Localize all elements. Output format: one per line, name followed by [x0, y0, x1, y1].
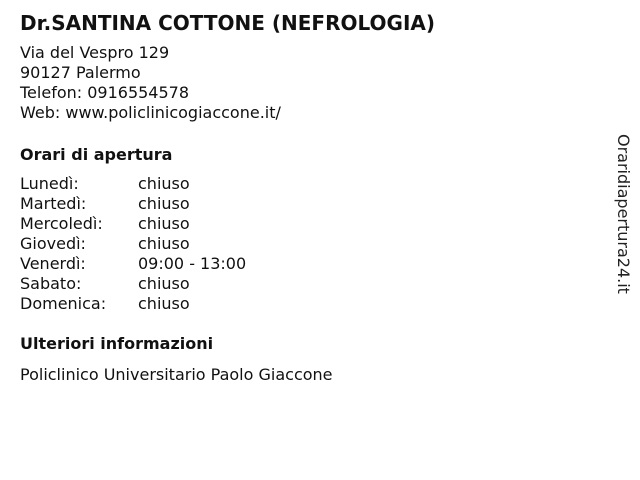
hours-value: 09:00 - 13:00 [138, 254, 247, 273]
hours-value: chiuso [138, 174, 190, 193]
day-label: Mercoledì: [20, 214, 103, 233]
website-link: Web: www.policlinicogiaccone.it/ [20, 103, 281, 122]
hours-value: chiuso [138, 234, 190, 253]
day-label: Martedì: [20, 194, 87, 213]
street-address: Via del Vespro 129 [20, 43, 170, 62]
page-title: Dr.SANTINA COTTONE (NEFROLOGIA) [20, 11, 435, 35]
day-label: Giovedì: [20, 234, 86, 253]
further-info-heading: Ulteriori informazioni [20, 334, 214, 353]
hours-value: chiuso [138, 294, 190, 313]
day-label: Sabato: [20, 274, 82, 293]
hours-value: chiuso [138, 194, 190, 213]
hours-value: chiuso [138, 274, 190, 293]
address-block [20, 43, 281, 123]
site-brand-label: Oraridiapertura24.it [614, 134, 633, 294]
phone-number: Telefon: 0916554578 [20, 83, 190, 102]
postal-city: 90127 Palermo [20, 63, 141, 82]
day-label: Lunedì: [20, 174, 79, 193]
hours-value: chiuso [138, 214, 190, 233]
day-label: Domenica: [20, 294, 107, 313]
further-info-text: Policlinico Universitario Paolo Giaccone [20, 365, 333, 384]
opening-hours-heading: Orari di apertura [20, 145, 173, 164]
day-label: Venerdì: [20, 254, 86, 273]
